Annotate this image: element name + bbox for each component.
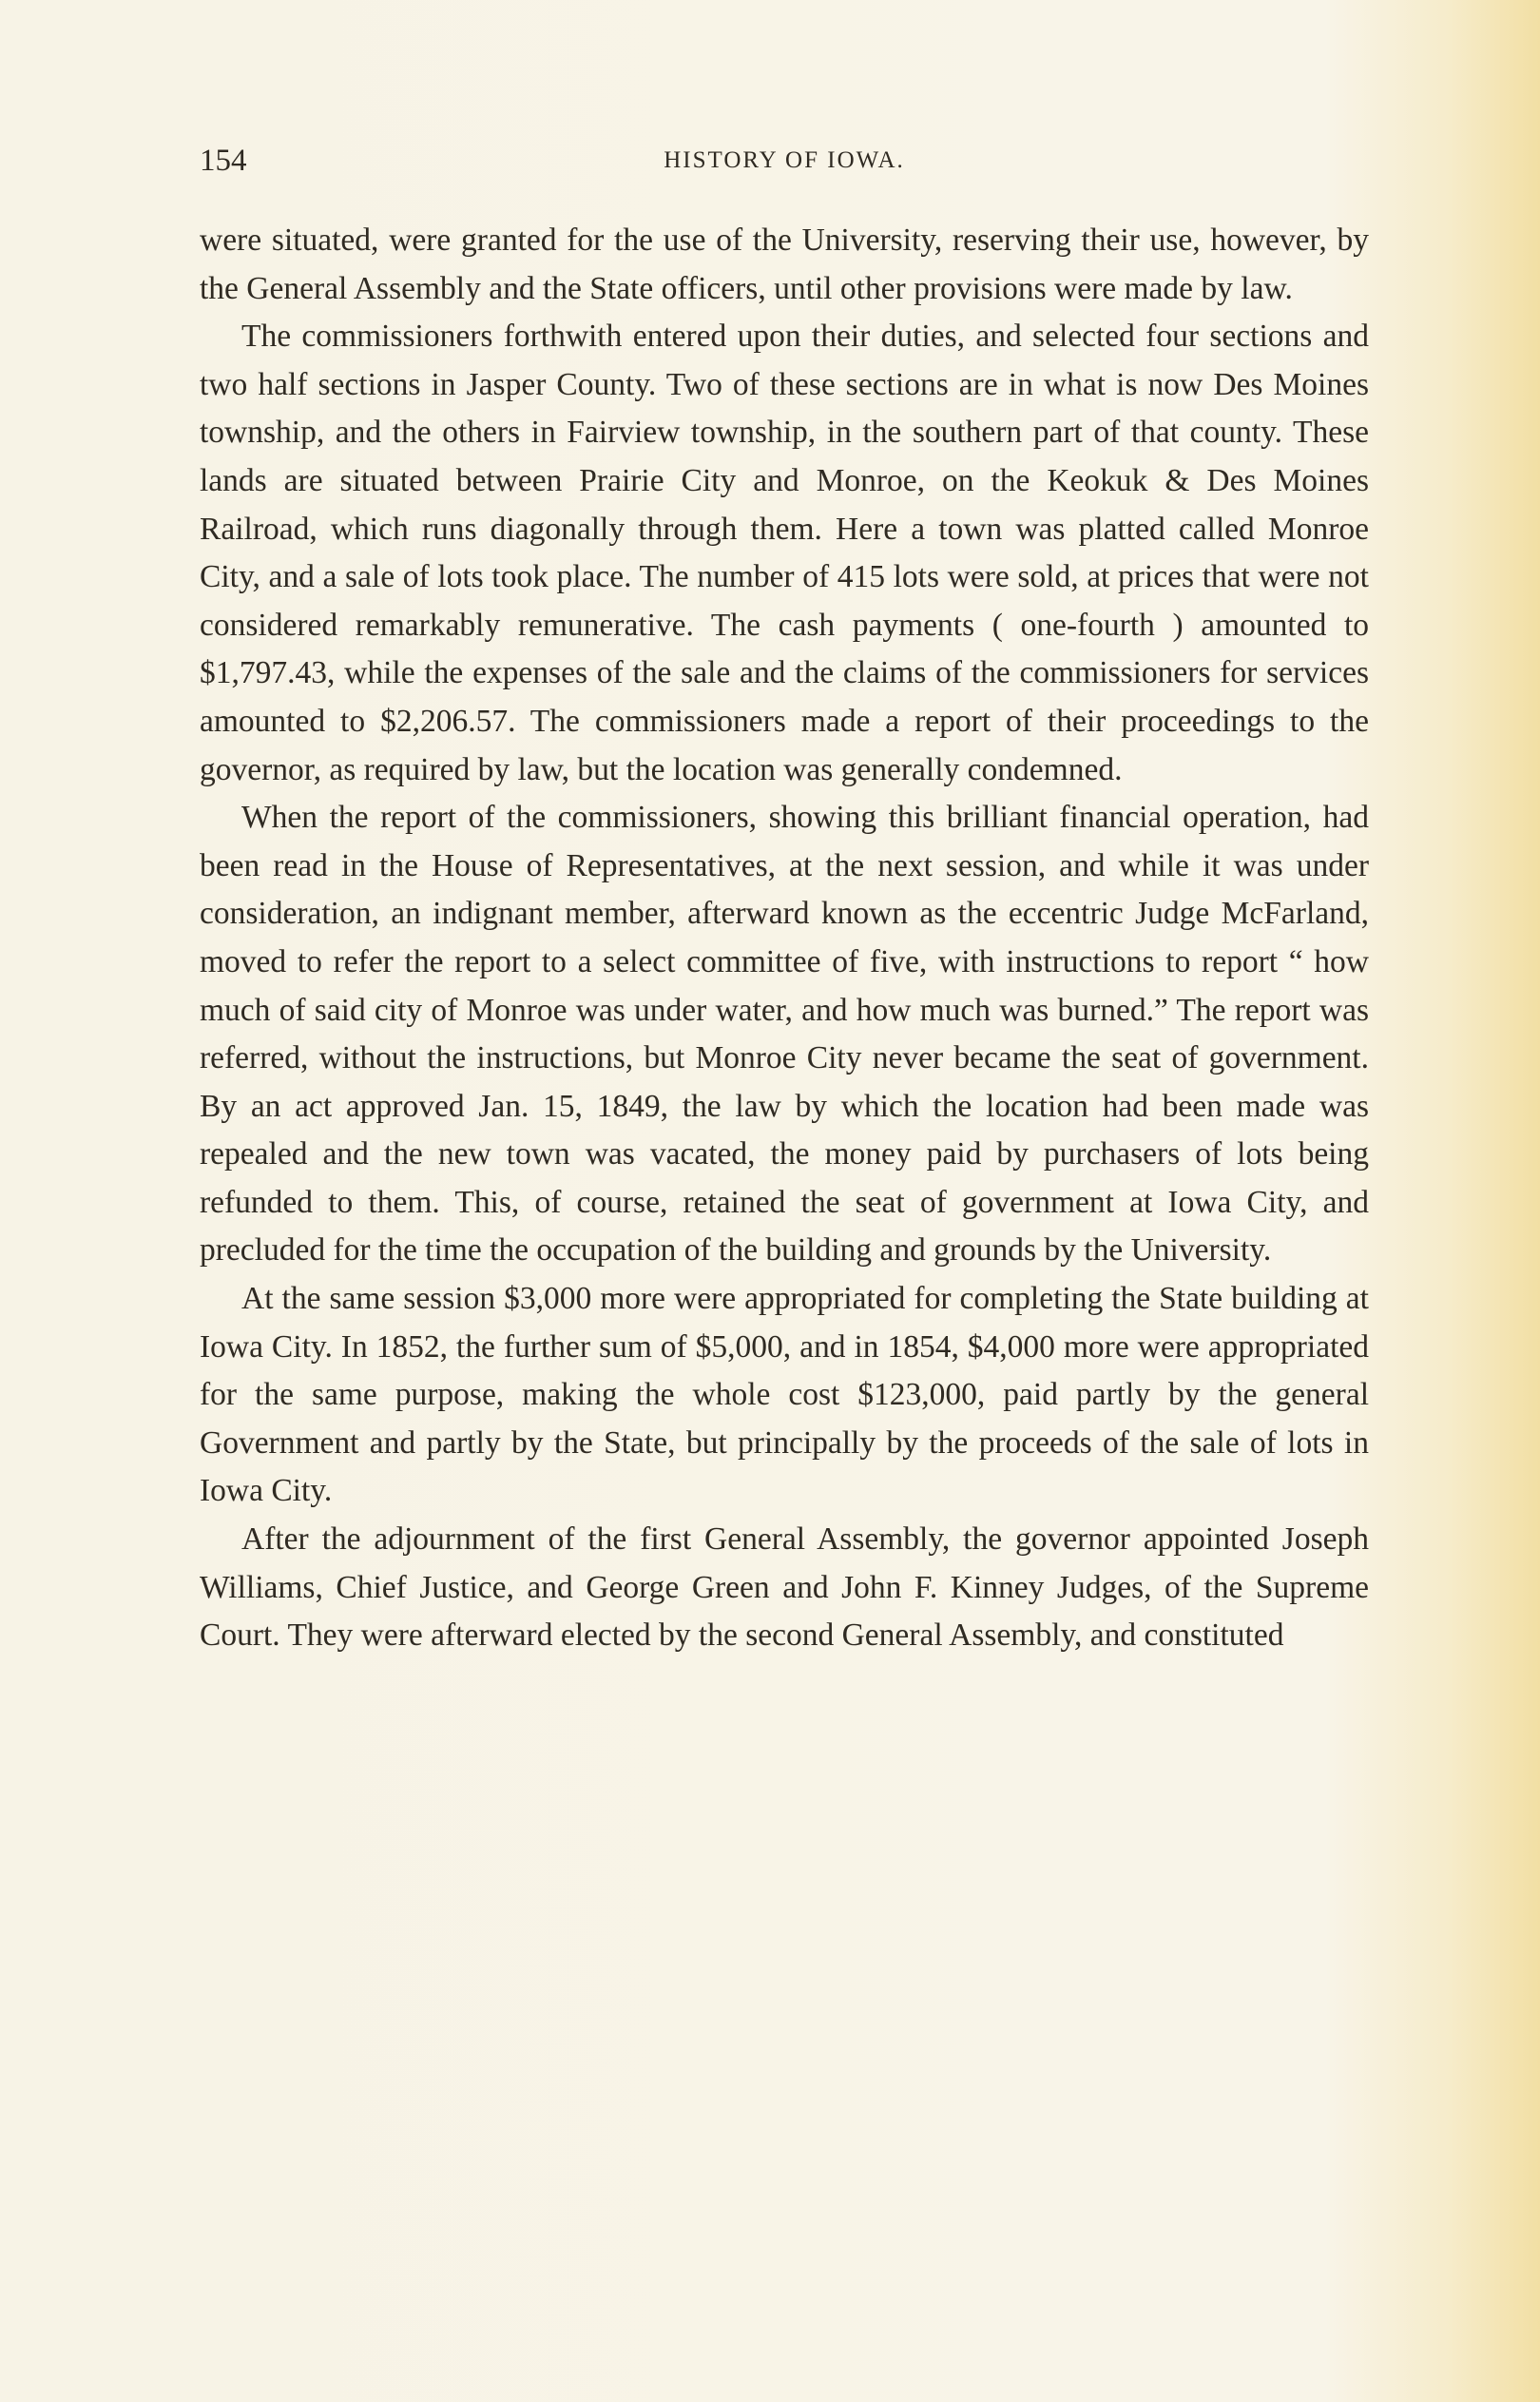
paragraph: The commissioners forthwith entered upon their duties, and selected four sections and two half sections in Jasper County. Two of these sections are in what is now Des Moines township, and the others in Fairview township, in the southern part of that county. These lands are situated between Prairie City and Monroe, on the Keokuk & Des Moines Railroad, which runs diagonally through them. Here a town was platted called Monroe City, and a sale of lots took place. The number of 415 lots were sold, at prices that were not considered remarkably remunerative. The cash payments ( one-fourth ) amounted to $1,797.43, while the expenses of the sale and the claims of the commissioners for services amounted to $2,206.57. The commissioners made a report of their proceedings to the governor, as required by law, but the location was generally condemned. <box>200 319 1369 787</box>
paragraph: At the same session $3,000 more were appropriated for completing the State building at Iowa City. In 1852, the further sum of $5,000, and in 1854, $4,000 more were appropriated for the same purpose, making the whole cost $123,000, paid partly by the general Government and partly by the State, but principally by the proceeds of the sale of lots in Iowa City. <box>200 1281 1369 1509</box>
body-text <box>200 217 1369 1660</box>
page-number: 154 <box>200 144 247 178</box>
paragraph: were situated, were granted for the use of the University, reserving their use, however, by the General Assembly and the State officers, until other provisions were made by law. <box>200 223 1369 306</box>
paragraph: After the adjournment of the first General Assembly, the governor appointed Joseph Williams, Chief Justice, and George Green and John F. Kinney Judges, of the Supreme Court. They were afterward elected by the second General Assembly, and constituted <box>200 1521 1369 1654</box>
running-title: HISTORY OF IOWA. <box>664 147 905 173</box>
page-header <box>200 137 1369 184</box>
paragraph: When the report of the commissioners, showing this brilliant financial operation, had been read in the House of Representatives, at the next session, and while it was under consideration, an indignant member, afterward known as the eccentric Judge McFarland, moved to refer the report to a select committee of five, with instructions to report “ how much of said city of Monroe was under water, and how much was burned.” The report was referred, without the instructions, but Monroe City never became the seat of government. By an act approved Jan. 15, 1849, the law by which the location had been made was repealed and the new town was vacated, the money paid by purchasers of lots being refunded to them. This, of course, retained the seat of government at Iowa City, and precluded for the time the occupation of the building and grounds by the University. <box>200 800 1369 1269</box>
